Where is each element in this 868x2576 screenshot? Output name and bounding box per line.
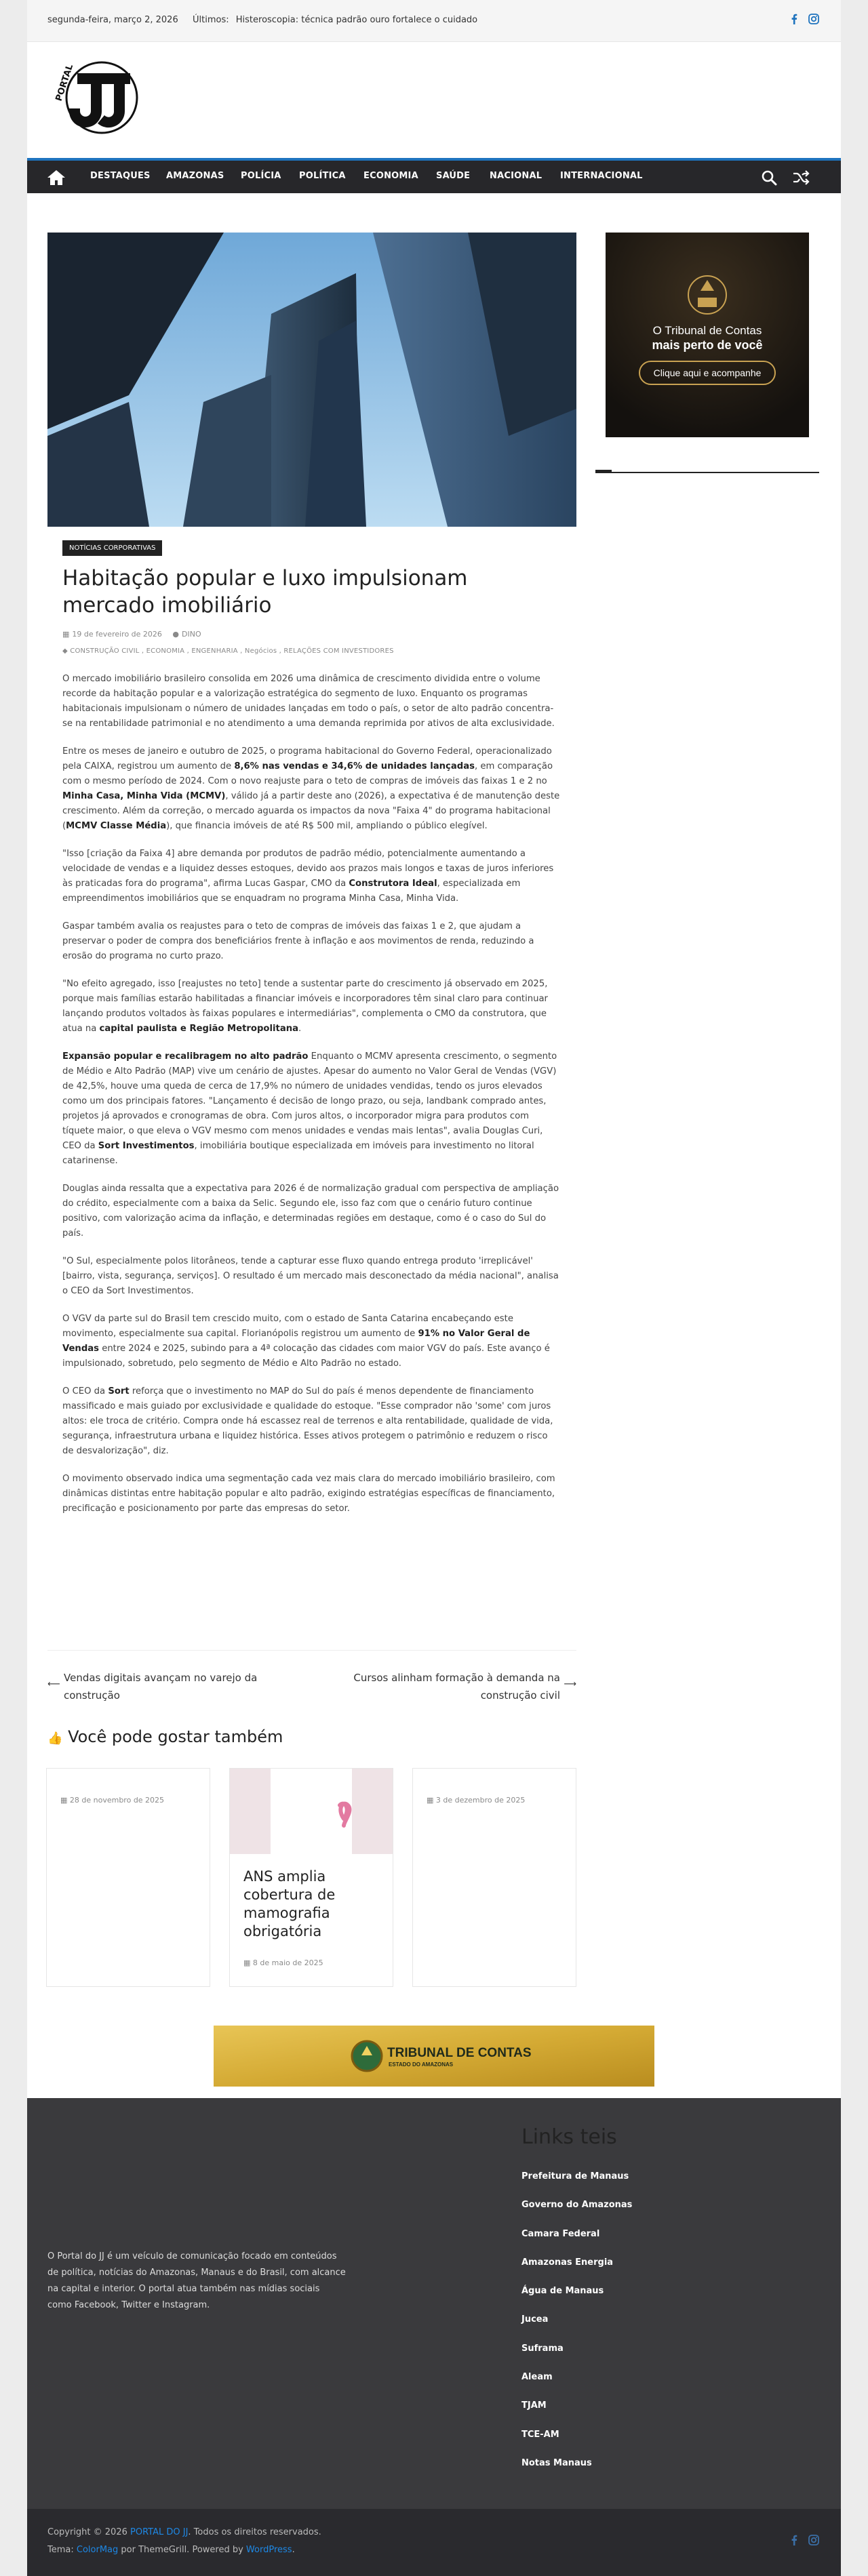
nav-item-policia[interactable]: POLÍCIA [241, 171, 281, 181]
nav-item-economia[interactable]: ECONOMIA [363, 171, 418, 181]
previous-post-link[interactable] [47, 1669, 278, 1704]
nav-item-destaques[interactable]: DESTAQUES [90, 171, 151, 181]
ad-button[interactable]: Clique aqui e acompanhe [653, 367, 762, 378]
footer-link[interactable]: TJAM [521, 2400, 547, 2411]
related-card-date: ▦ 28 de novembro de 2025 [60, 1796, 165, 1805]
post-tags [62, 647, 394, 655]
article-title: Habitação popular e luxo impulsionam mercado imobiliário [62, 566, 468, 618]
calendar-icon: ▦ [62, 630, 70, 639]
logo-text: PORTAL [54, 63, 76, 103]
arrow-right-icon: ⟶ [564, 1679, 576, 1689]
paragraph: O mercado imobiliário brasileiro consolida em 2026 uma dinâmica de crescimento dividida entre o volume recorde da habitação popular e a valorização estratégica do segmento de luxo. Enquanto os programas habitacionais impulsionam o número de unidades lançadas em todo o país, o setor de alto padrão concentra-se na rentabilidade patrimonial e no atendimento a uma demanda reprimida por ativos de alta exclusividade. [62, 674, 555, 729]
paragraph: Expansão popular e recalibragem no alto padrão Enquanto o MCMV apresenta crescimento, o segmento de Médio e Alto Padrão (MAP) vive um cenário de ajustes. Apesar do aumento no Valor Geral de Vendas (VGV) de 42,5%, houve uma queda de cerca de 17,9% no número de unidades vendidas, tendo os juros elevados como um dos principais fatores. "Lançamento é decisão de longo prazo, ou seja, landbank comprado antes, projetos já aprovados e cronogramas de obra. Com juros altos, o incorporador migra para produtos com tíquete maior, o que eleva o VGV mesmo com menos unidades e vendas mais lentas", avalia Douglas Curi, CEO da Sort Investimentos, imobiliária boutique especializada em imóveis para investimento no litoral catarinense. [62, 1051, 557, 1166]
paragraph: "No efeito agregado, isso [reajustes no teto] tende a sustentar parte do crescimento já observado em 2025, porque mais famílias estarão habilitadas a financiar imóveis e incorporadores têm sinal claro para continuar lançando produtos voltados às faixas populares e intermediárias", complementa o CMO da construtora, que atua na capital paulista e Região Metropolitana. [62, 979, 548, 1034]
ad-line-2: mais perto de você [652, 338, 763, 352]
related-card[interactable] [229, 1768, 393, 1987]
banner-title: TRIBUNAL DE CONTAS [387, 2046, 532, 2060]
calendar-icon: ▦ [427, 1796, 436, 1805]
tags-list[interactable]: CONSTRUÇÃO CIVIL , ECONOMIA , ENGENHARIA , Negócios , RELAÇÕES COM INVESTIDORES [70, 647, 394, 655]
footer-links [521, 2171, 632, 2487]
home-icon[interactable] [46, 169, 66, 186]
instagram-icon[interactable] [807, 12, 821, 26]
main-navigation [27, 158, 841, 193]
instagram-icon[interactable] [807, 2533, 821, 2547]
search-icon[interactable] [760, 169, 778, 186]
footer-links-heading: Links teis [521, 2125, 617, 2149]
nav-item-nacional[interactable]: NACIONAL [490, 171, 542, 181]
related-card[interactable] [412, 1768, 576, 1987]
post-date[interactable]: 19 de fevereiro de 2026 [72, 630, 162, 639]
footer-link[interactable]: Prefeitura de Manaus [521, 2171, 629, 2181]
paragraph: Entre os meses de janeiro e outubro de 2025, o programa habitacional do Governo Federal, operacionalizado pela CAIXA, registrou um aumento de 8,6% nas vendas e 34,6% de unidades lançadas, em comparação com o mesmo período de 2024. Com o novo reajuste para o teto de compras de imóveis das faixas 1 e 2 no Minha Casa, Minha Vida (MCMV), válido já a partir deste ano (2026), a expectativa é de manutenção deste crescimento. Além da correção, o mercado aguarda os impactos da nova "Faixa 4" do programa habitacional (MCMV Classe Média), que financia imóveis de até R$ 500 mil, ampliando o público elegível. [62, 746, 560, 831]
footer-link[interactable]: Amazonas Energia [521, 2257, 614, 2268]
nav-item-internacional[interactable]: INTERNACIONAL [560, 171, 643, 181]
ad-line-1: O Tribunal de Contas [652, 324, 762, 337]
facebook-icon[interactable] [787, 2533, 801, 2547]
previous-post-title[interactable]: Vendas digitais avançam no varejo da construção [64, 1672, 258, 1702]
footer-link[interactable]: Aleam [521, 2372, 553, 2383]
footer-bottom-bar [27, 2509, 841, 2576]
calendar-icon: ▦ [243, 1958, 253, 1967]
footer-link[interactable]: Suframa [521, 2343, 564, 2354]
thumbs-up-icon: 👍 [47, 1731, 63, 1746]
banner-subtitle: ESTADO DO AMAZONAS [389, 2061, 454, 2068]
footer [27, 2098, 841, 2509]
site-logo[interactable] [47, 54, 156, 144]
footer-link[interactable]: Água de Manaus [521, 2286, 604, 2297]
post-navigation [47, 1669, 576, 1710]
paragraph: O CEO da Sort reforça que o investimento no MAP do Sul do país é menos dependente de financiamento massificado e mais guiado por exclusividade e qualidade do estoque. "Esse comprador não 'some' com juros altos: ele troca de critério. Compra onde há escassez real de terrenos e alta rentabilidade, qualidade de vida, segurança, infraestrutura urbana e liquidez histórica. Esses ativos protegem o patrimônio e reduzem o risco de desvalorização", diz. [62, 1386, 553, 1456]
facebook-icon[interactable] [787, 12, 801, 26]
category-badge[interactable]: NOTÍCIAS CORPORATIVAS [62, 540, 162, 556]
related-heading: 👍 Você pode gostar também [47, 1727, 283, 1746]
post-author[interactable]: DINO [182, 630, 201, 639]
site-link[interactable]: PORTAL DO JJ [130, 2527, 189, 2537]
footer-link[interactable]: Notas Manaus [521, 2457, 592, 2468]
paragraph: Douglas ainda ressalta que a expectativa para 2026 é de normalização gradual com perspectiva de ampliação do crédito, especialmente com a baixa da Selic. Segundo ele, isso faz com que o cenário futuro continue positivo, com valorização acima da inflação, e determinadas regiões em destaque, como é o caso do Sul do país. [62, 1184, 559, 1239]
nav-item-amazonas[interactable]: AMAZONAS [166, 171, 224, 181]
calendar-icon: ▦ [60, 1796, 70, 1805]
tag-icon: ◆ [62, 647, 68, 655]
next-post-link[interactable] [332, 1669, 576, 1704]
next-post-title[interactable]: Cursos alinham formação à demanda na construção civil [353, 1672, 560, 1702]
current-date: segunda-feira, março 2, 2026 [47, 15, 178, 25]
theme-link[interactable]: ColorMag [76, 2545, 119, 2555]
random-post-icon[interactable] [792, 169, 810, 186]
arrow-left-icon: ⟵ [47, 1679, 60, 1689]
latest-label: Últimos: [193, 15, 229, 25]
tce-banner-ad[interactable] [214, 2026, 654, 2087]
copyright: Copyright © 2026 PORTAL DO JJ. Todos os direitos reservados. Tema: ColorMag por ThemeGrill. Powered by WordPress. [47, 2527, 321, 2555]
footer-about: O Portal do JJ é um veículo de comunicação focado em conteúdos de política, notícias do Amazonas, Manaus e do Brasil, com alcance na capital e interior. O portal atua também nas mídias sociais como Facebook, Twitter e Instagram. [47, 2251, 346, 2310]
paragraph: "O Sul, especialmente polos litorâneos, tende a capturar esse fluxo quando entrega produto 'irreplicável' [bairro, vista, segurança, serviços]. O resultado é um mercado mais desconectado da média nacional", analisa o CEO da Sort Investimentos. [62, 1256, 559, 1296]
paragraph: "Isso [criação da Faixa 4] abre demanda por produtos de padrão médio, potencialmente aumentando a velocidade de vendas e a liquidez desses estoques, devido aos prazos mais longos e taxas de juros inferiores às praticadas fora do programa", afirma Lucas Gaspar, CMO da Construtora Ideal, especializada em empreendimentos imobiliários que se enquadram no programa Minha Casa, Minha Vida. [62, 849, 554, 904]
featured-image [47, 233, 576, 527]
paragraph: O VGV da parte sul do Brasil tem crescido muito, com o estado de Santa Catarina encabeçando este movimento, especialmente sua capital. Florianópolis registrou um aumento de 91% no Valor Geral de Vendas entre 2024 e 2025, subindo para a 4ª colocação das cidades com maior VGV do país. Este avanço é impulsionado, sobretudo, pelo segmento de Médio e Alto Padrão no estado. [62, 1314, 550, 1369]
footer-link[interactable]: Governo do Amazonas [521, 2200, 633, 2211]
related-card-title[interactable]: ANS amplia cobertura de mamografia obrigatória [243, 1868, 336, 1939]
paragraph: Gaspar também avalia os reajustes para o teto de compras de imóveis das faixas 1 e 2, que ajudam a preservar o poder de compra dos beneficiários frente à inflação e aos movimentos de renda, reduzindo a erosão do programa no curto prazo. [62, 921, 534, 961]
related-card-date: ▦ 3 de dezembro de 2025 [427, 1796, 526, 1805]
related-card[interactable] [46, 1768, 210, 1987]
footer-link[interactable]: Jucea [521, 2314, 549, 2325]
footer-link[interactable]: TCE-AM [521, 2429, 559, 2440]
nav-item-saude[interactable]: SAÚDE [436, 171, 471, 181]
latest-news-ticker [193, 15, 477, 25]
nav-item-politica[interactable]: POLÍTICA [299, 171, 346, 181]
page-container [27, 0, 841, 2576]
sidebar-ad-tce[interactable] [606, 233, 809, 437]
user-icon: ● [172, 630, 180, 639]
related-card-date: ▦ 8 de maio de 2025 [243, 1958, 323, 1967]
article-body [62, 672, 561, 1529]
wordpress-link[interactable]: WordPress [245, 2545, 292, 2555]
article [47, 233, 576, 1651]
latest-news-link[interactable]: Histeroscopia: técnica padrão ouro fortalece o cuidado [235, 15, 478, 25]
sidebar-divider [595, 472, 819, 473]
related-card-image[interactable] [230, 1769, 393, 1854]
footer-link[interactable]: Camara Federal [521, 2228, 600, 2239]
top-bar [27, 0, 841, 42]
article-meta [62, 630, 210, 639]
paragraph: O movimento observado indica uma segmentação cada vez mais clara do mercado imobiliário brasileiro, com dinâmicas distintas entre habitação popular e alto padrão, exigindo estratégias específicas de financiamento, precificação e posicionamento por parte das empresas do setor. [62, 1474, 555, 1514]
